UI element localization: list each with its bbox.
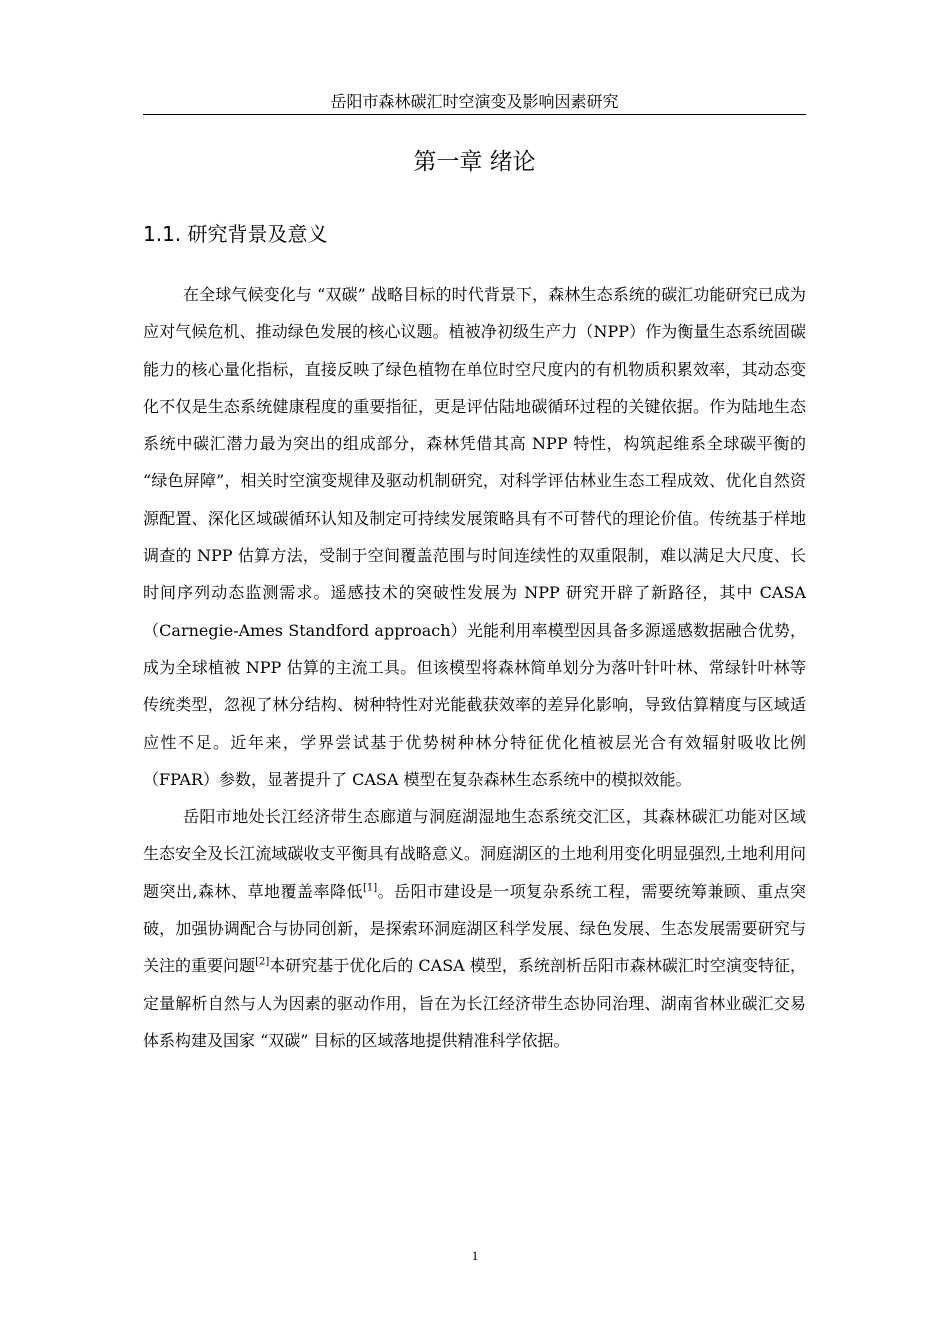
section-heading: 1.1. 研究背景及意义 [143, 222, 328, 246]
citation-1: [1] [363, 882, 378, 894]
body-text [143, 276, 806, 1059]
paragraph-2-part-2: 。岳阳市建设是一项复杂系统工程，需要统筹兼顾、重点突破，加强协调配合与协同创新，是探索环洞庭湖区科学发展、绿色发展、生态发展需要研究与关注的重要问题 [143, 881, 806, 976]
running-header: 岳阳市森林碳汇时空演变及影响因素研究 [143, 92, 806, 115]
citation-2: [2] [255, 957, 270, 969]
paragraph-2-part-3: 本研究基于优化后的 CASA 模型，系统剖析岳阳市森林碳汇时空演变特征，定量解析自然与人为因素的驱动作用，旨在为长江经济带生态协同治理、湖南省林业碳汇交易体系构建及国家 “双碳” 目标的区域落地提供精准科学依据。 [143, 956, 806, 1050]
paragraph-2 [143, 798, 806, 1059]
chapter-title: 第一章 绪论 [413, 149, 536, 175]
page-number: 1 [471, 1248, 479, 1263]
paragraph-1: 在全球气候变化与 “双碳” 战略目标的时代背景下，森林生态系统的碳汇功能研究已成为应对气候危机、推动绿色发展的核心议题。植被净初级生产力（NPP）作为衡量生态系统固碳能力的核心量化指标，直接反映了绿色植物在单位时空尺度内的有机物质积累效率，其动态变化不仅是生态系统健康程度的重要指征，更是评估陆地碳循环过程的关键依据。作为陆地生态系统中碳汇潜力最为突出的组成部分，森林凭借其高 NPP 特性，构筑起维系全球碳平衡的 “绿色屏障”，相关时空演变规律及驱动机制研究，对科学评估林业生态工程成效、优化自然资源配置、深化区域碳循环认知及制定可持续发展策略具有不可替代的理论价值。传统基于样地调查的 NPP 估算方法，受制于空间覆盖范围与时间连续性的双重限制，难以满足大尺度、长时间序列动态监测需求。遥感技术的突破性发展为 NPP 研究开辟了新路径，其中 CASA（Carnegie-Ames Standford approach）光能利用率模型因具备多源遥感数据融合优势，成为全球植被 NPP 估算的主流工具。但该模型将森林简单划分为落叶针叶林、常绿针叶林等传统类型，忽视了林分结构、树种特性对光能截获效率的差异化影响，导致估算精度与区域适应性不足。近年来，学界尝试基于优势树种林分特征优化植被层光合有效辐射吸收比例（FPAR）参数，显著提升了 CASA 模型在复杂森林生态系统中的模拟效能。 [143, 285, 806, 789]
paragraph-2-part-1: 岳阳市地处长江经济带生态廊道与洞庭湖湿地生态系统交汇区，其森林碳汇功能对区域生态安全及长江流域碳收支平衡具有战略意义。洞庭湖区的土地利用变化明显强烈,土地利用问题突出,森林、草地覆盖率降低 [143, 807, 806, 901]
